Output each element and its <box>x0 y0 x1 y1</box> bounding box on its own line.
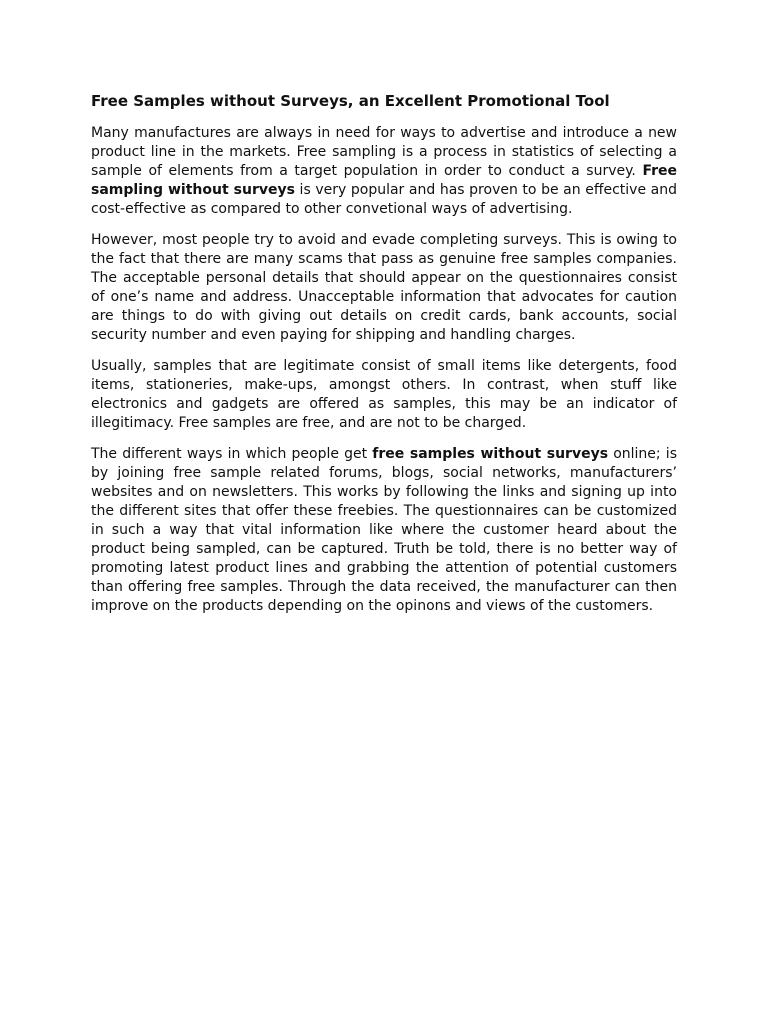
paragraph-1-text-a: Many manufactures are always in need for ways to advertise and introduce a new product line in the markets. Free sampling is a process in statistics of selecting a sample of elements from a target population in order to conduct a survey. <box>91 125 677 179</box>
paragraph-2: However, most people try to avoid and evade completing surveys. This is owing to the fact that there are many scams that pass as genuine free samples companies. The acceptable personal details that should appear on the questionnaires consist of one’s name and address. Unacceptable information that advocates for caution are things to do with giving out details on credit cards, bank accounts, social security number and even paying for shipping and handling charges. <box>91 232 677 343</box>
paragraph-4-bold: free samples without surveys <box>372 446 609 462</box>
paragraph-4-text-a: The different ways in which people get <box>91 446 373 462</box>
paragraph-4-text-c: online; is by joining free sample related forums, blogs, social networks, manufacturers’ websites and on newsletters. This works by following the links and signing up into the different sites that offer these freebies. The questionnaires can be customized in such a way that vital information like where the customer heard about the product being sampled, can be captured. Truth be told, there is no better way of promoting latest product lines and grabbing the attention of potential customers than offering free samples. Through the data received, the manufacturer can then improve on the products depending on the opinons and views of the customers. <box>91 446 677 614</box>
paragraph-1 <box>91 124 677 219</box>
paragraph-1-bold: Free sampling without surveys <box>91 163 677 198</box>
paragraph-4 <box>91 445 677 616</box>
paragraph-1-text-c: is very popular and has proven to be an effective and cost-effective as compared to other convetional ways of advertising. <box>91 182 677 217</box>
paragraph-3: Usually, samples that are legitimate consist of small items like detergents, food items, stationeries, make-ups, amongst others. In contrast, when stuff like electronics and gadgets are offered as samples, this may be an indicator of illegitimacy. Free samples are free, and are not to be charged. <box>91 358 677 431</box>
document-title: Free Samples without Surveys, an Excellent Promotional Tool <box>91 92 610 110</box>
document-body <box>91 90 677 628</box>
